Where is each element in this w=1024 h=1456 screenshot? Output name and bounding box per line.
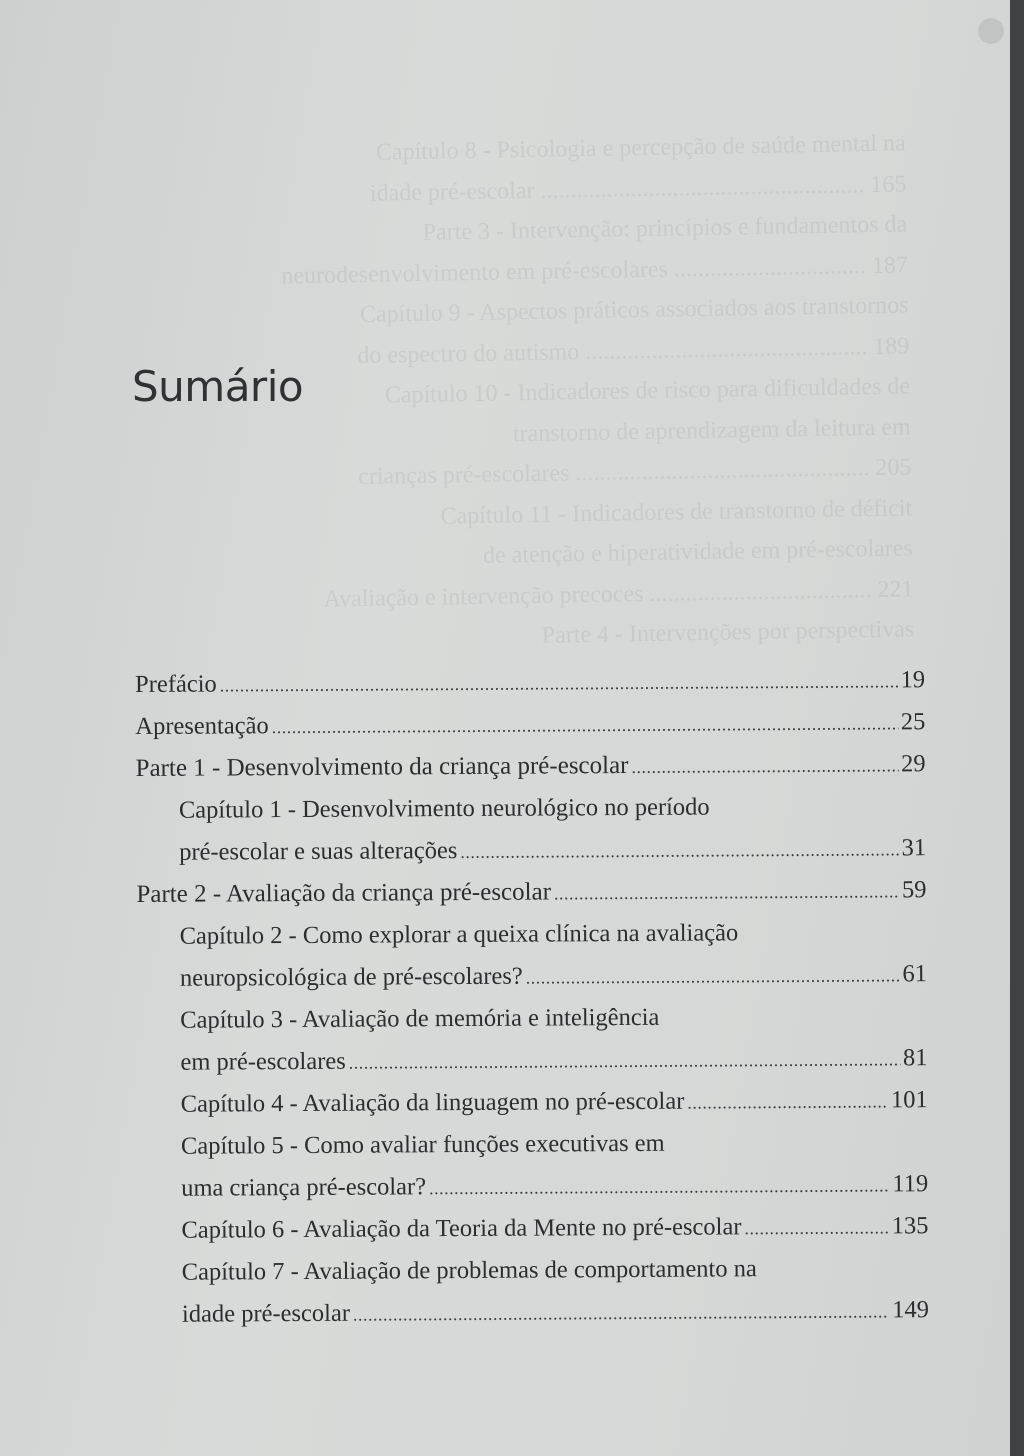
toc-entry — [136, 743, 926, 790]
toc-entry-label: uma criança pré-escolar? — [181, 1173, 427, 1202]
toc-entry — [136, 827, 926, 874]
toc-entry — [137, 995, 927, 1042]
toc-entry-label: Capítulo 1 - Desenvolvimento neurológico no período — [178, 793, 710, 824]
toc-entry-label: Capítulo 5 - Como avaliar funções executivas em — [180, 1129, 665, 1160]
toc-entry — [135, 659, 925, 706]
toc-entry-label: pré-escolar e suas alterações — [179, 837, 458, 866]
toc-entry — [137, 953, 927, 1000]
table-of-contents — [135, 659, 929, 1336]
toc-page-number: 119 — [892, 1170, 929, 1198]
toc-page-number: 25 — [900, 708, 926, 736]
page-corner-mark — [978, 18, 1004, 44]
toc-entry — [136, 869, 926, 916]
toc-entry — [137, 911, 927, 958]
dot-leader — [353, 1290, 889, 1335]
toc-entry-label: Capítulo 7 - Avaliação de problemas de comportamento na — [181, 1255, 757, 1286]
toc-entry — [139, 1247, 929, 1294]
toc-entry-label: idade pré-escolar — [181, 1299, 351, 1328]
toc-entry — [138, 1079, 928, 1126]
toc-entry-label: Parte 2 - Avaliação da criança pré-escolar — [136, 878, 552, 908]
toc-page-number: 135 — [891, 1212, 929, 1240]
toc-page-number: 61 — [902, 960, 927, 988]
toc-page-number: 81 — [902, 1044, 928, 1072]
toc-entry — [139, 1289, 929, 1336]
toc-page-number: 31 — [901, 834, 927, 862]
toc-page-number: 19 — [900, 666, 926, 694]
toc-page-number: 149 — [892, 1296, 930, 1324]
toc-entry — [135, 701, 925, 748]
toc-page-number: 59 — [901, 876, 927, 904]
toc-entry — [138, 1121, 928, 1168]
toc-entry — [136, 785, 926, 832]
toc-entry-label: Parte 1 - Desenvolvimento da criança pré-escolar — [135, 751, 629, 782]
dot-leader — [526, 954, 900, 998]
dot-leader — [687, 1080, 888, 1123]
toc-entry-label: Capítulo 4 - Avaliação da linguagem no pré-escolar — [180, 1087, 685, 1118]
toc-page-number: 101 — [890, 1086, 928, 1114]
toc-entry-label: Capítulo 6 - Avaliação da Teoria da Mente no pré-escolar — [181, 1213, 742, 1244]
dot-leader — [631, 744, 898, 788]
toc-entry-label: neuropsicológica de pré-escolares? — [179, 962, 523, 992]
toc-entry — [138, 1205, 928, 1252]
dot-leader — [744, 1206, 889, 1249]
toc-entry-label: Prefácio — [135, 670, 217, 698]
dot-leader — [554, 870, 899, 914]
dot-leader — [349, 1038, 900, 1083]
dot-leader — [272, 702, 898, 748]
dot-leader — [429, 1164, 890, 1209]
dot-leader — [460, 828, 899, 873]
dot-leader — [220, 660, 898, 706]
show-through-text: Capítulo 8 - Psicologia e percepção de saúde mental na idade pré-escolar ...................................................... 165 Parte 3 - Intervenção: princípios e fundamentos da neurodesenvolvimento em pré-escolares ................................ 187 Capítulo 9 - Aspectos práticos associados aos transtornos do espectro do autismo ............................................... 189 Capítulo 10 - Indicadores de risco para dificuldades de transtorno de aprendizagem da leitura em crianças pré-escolares ................................................. 205 Capítulo 11 - Indicadores de transtorno de déficit de atenção e hiperatividade em pré-escolares Avaliação e intervenção precoces ..................................... 221 Parte 4 - Intervenções por perspectivas — [281, 130, 915, 649]
toc-entry-label: em pré-escolares — [180, 1047, 346, 1076]
toc-entry-label: Capítulo 2 - Como explorar a queixa clínica na avaliação — [179, 919, 739, 950]
toc-entry-label: Apresentação — [135, 712, 269, 740]
toc-page-number: 29 — [901, 750, 926, 778]
toc-entry — [137, 1037, 927, 1084]
toc-entry — [138, 1163, 928, 1210]
page-title: Sumário — [132, 362, 304, 411]
toc-entry-label: Capítulo 3 - Avaliação de memória e inteligência — [180, 1003, 660, 1034]
